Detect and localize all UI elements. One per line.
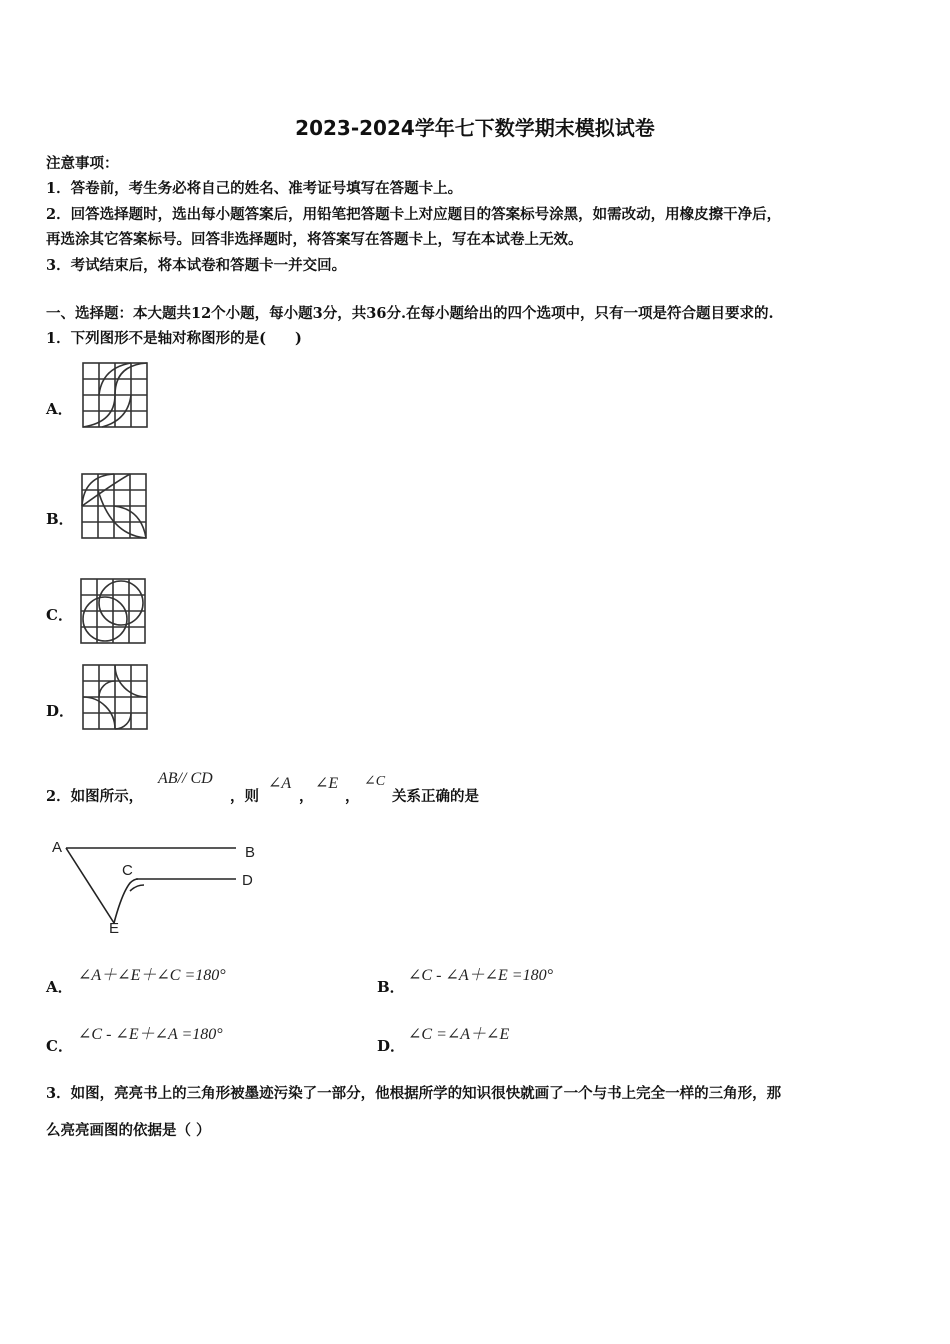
q1-option-d-label: D． xyxy=(46,702,75,720)
q2-angle-a: ∠A xyxy=(268,775,292,792)
q1-figure-a xyxy=(82,362,148,428)
q2-option-a-label: A． xyxy=(46,978,73,996)
q2-figure xyxy=(48,835,268,935)
q1-figure-d xyxy=(82,664,148,730)
q2-option-b-expr: ∠C - ∠A＋∠E =180° xyxy=(408,967,553,984)
q2-comma-1: ， xyxy=(299,788,314,805)
q2-figure-label-c: C xyxy=(122,862,133,879)
q2-option-d-expr: ∠C =∠A＋∠E xyxy=(408,1026,510,1043)
q1-figure-c xyxy=(80,578,146,644)
q2-angle-e: ∠E xyxy=(315,775,339,792)
q2-stem-mid: ，则 xyxy=(230,788,259,805)
q3-stem-line-1: 3．如图，亮亮书上的三角形被墨迹污染了一部分，他根据所学的知识很快就画了一个与书上完全一样的三角形，那 xyxy=(46,1085,782,1102)
q2-stem-suffix: 关系正确的是 xyxy=(392,788,479,805)
q1-stem: 1．下列图形不是轴对称图形的是( ) xyxy=(46,330,302,347)
q2-option-a-expr: ∠A＋∠E＋∠C =180° xyxy=(78,967,226,984)
q2-stem-prefix: 2．如图所示， xyxy=(46,788,144,805)
q2-option-b-label: B． xyxy=(377,978,405,996)
q2-option-d-label: D． xyxy=(377,1037,406,1055)
q1-figure-b xyxy=(81,473,147,539)
q2-option-c-expr: ∠C - ∠E＋∠A =180° xyxy=(78,1026,223,1043)
notes-item-3: 3．考试结束后，将本试卷和答题卡一并交回。 xyxy=(46,257,347,274)
notes-item-1: 1．答卷前，考生务必将自己的姓名、准考证号填写在答题卡上。 xyxy=(46,180,463,197)
q1-option-b-label: B． xyxy=(46,510,74,528)
section-heading: 一、选择题：本大题共12个小题，每小题3分，共36分.在每小题给出的四个选项中，只有一项是符合题目要求的. xyxy=(46,305,774,322)
q2-figure-label-b: B xyxy=(245,844,256,861)
page-title: 2023-2024学年七下数学期末模拟试卷 xyxy=(295,116,655,140)
notes-item-2: 2．回答选择题时，选出每小题答案后，用铅笔把答题卡上对应题目的答案标号涂黑，如需改动，用橡皮擦干净后， xyxy=(46,206,782,223)
notes-item-2-cont: 再选涂其它答案标号。回答非选择题时，将答案写在答题卡上，写在本试卷上无效。 xyxy=(46,231,583,248)
q2-comma-2: ， xyxy=(345,788,360,805)
q2-figure-label-a: A xyxy=(52,839,63,856)
q1-option-a-label: A． xyxy=(46,400,73,418)
q3-stem-line-2: 么亮亮画图的依据是（ ） xyxy=(46,1122,211,1139)
q2-figure-label-e: E xyxy=(109,920,120,937)
q1-option-c-label: C． xyxy=(46,606,73,624)
notes-heading: 注意事项： xyxy=(46,155,119,172)
q2-condition: AB// CD xyxy=(158,770,213,787)
q2-angle-c: ∠C xyxy=(364,774,386,789)
q2-option-c-label: C． xyxy=(46,1037,73,1055)
q2-figure-label-d: D xyxy=(242,872,253,889)
